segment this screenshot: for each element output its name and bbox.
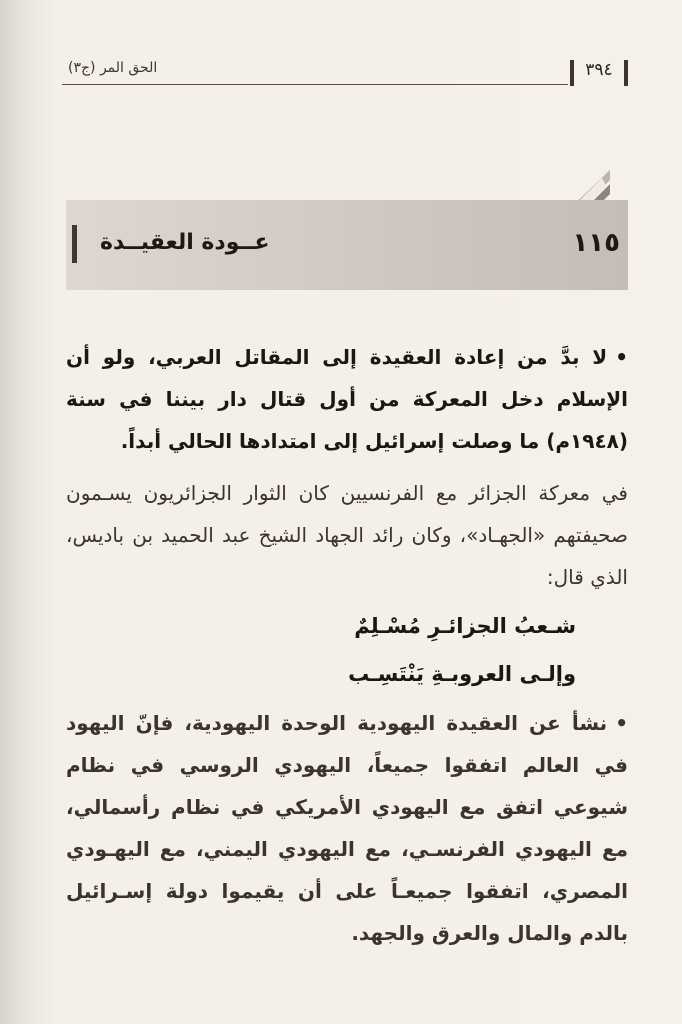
section-number: ١١٥ bbox=[572, 228, 620, 258]
paragraph-1-text: لا بدَّ من إعادة العقيدة إلى المقاتل العربي، ولو أن الإسلام دخل المعركة من أول قتال دار بيننا في سنة (١٩٤٨م) ما وصلت إسرائيل إلى امتدادها الحالي أبداً. bbox=[66, 345, 628, 453]
page-number-right-bar bbox=[624, 60, 628, 86]
bullet-1 bbox=[607, 345, 628, 369]
paragraph-2: في معركة الجزائر مع الفرنسيين كان الثوار الجزائريون يسـمون صحيفتهم «الجهـاد»، وكان رائد الجهاد الشيخ عبد الحميد بن باديس، الذي قال: bbox=[66, 481, 628, 589]
body-text bbox=[66, 336, 628, 954]
page-header bbox=[62, 56, 628, 96]
page-number-left-bar bbox=[570, 60, 574, 86]
section-title: عــودة العقيــدة bbox=[100, 230, 270, 255]
page-number: ٣٩٤ bbox=[585, 60, 613, 80]
paragraph-3-text: نشأ عن العقيدة اليهودية الوحدة اليهودية، فإنّ اليهود في العالم اتفقوا جميعاً، اليهودي الروسي في نظام شيوعي اتفق مع اليهودي الأمريكي في نظام رأسمالي، مع اليهودي الفرنسـي، مع اليهودي اليمني، مع اليهـودي المصري، اتفقوا جميعـاً على أن يقيموا دولة إسـرائيل بالدم والمال والعرق والجهد. bbox=[66, 711, 628, 945]
page-number-box bbox=[570, 56, 628, 90]
poem bbox=[66, 602, 628, 698]
poem-line-1: شـعبُ الجزائـرِ مُسْـلِمٌ bbox=[354, 614, 576, 638]
section-title-bar bbox=[72, 225, 77, 263]
poem-line-2: وإلـى العروبـةِ يَنْتَسِـب bbox=[348, 662, 576, 686]
bullet-2 bbox=[607, 711, 628, 735]
running-title: الحق المر (ج٣) bbox=[68, 60, 158, 76]
header-rule bbox=[62, 84, 568, 85]
paragraph-3 bbox=[66, 702, 628, 954]
paragraph-1 bbox=[66, 336, 628, 462]
section-banner bbox=[66, 200, 628, 290]
